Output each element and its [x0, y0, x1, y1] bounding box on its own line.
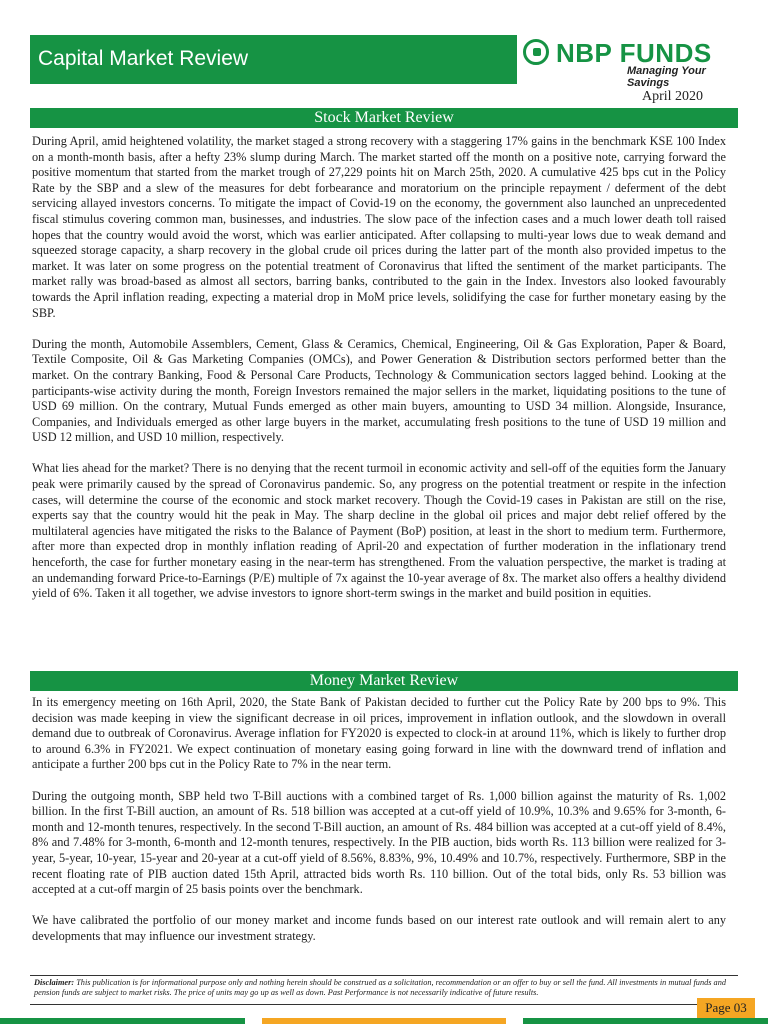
stock-paragraph: During the month, Automobile Assemblers, Cement, Glass & Ceramics, Chemical, Engineering, Oil & Gas Exploration, Paper & Board, Textile Composite, Oil & Gas Marketing Companies (OMCs), and Power Generation & Distribution sectors performed better than the market. On the contrary Banking, Food & Personal Care Products, Technology & Communication sectors lagged behind. Looking at the participants-wise activity during the month, Foreign Investors remained the major sellers in the market, liquidating positions to the tune of USD 69 million. On the contrary, Mutual Funds emerged as other main buyers, amounting to USD 34 million. Alongside, Insurance, Companies, and Individuals emerged as other large buyers in the market, accumulating fresh positions to the tune of USD 19 million and USD 12 million, and USD 10 million, respectively.: [32, 336, 726, 445]
nbp-funds-logo: [523, 38, 743, 89]
disclaimer: [34, 978, 734, 998]
disclaimer-bottom-rule: [30, 1004, 738, 1005]
stock-market-heading: Stock Market Review: [30, 108, 738, 128]
money-paragraph: During the outgoing month, SBP held two T-Bill auctions with a combined target of Rs. 1,000 billion against the maturity of Rs. 1,002 billion. In the first T-Bill auction, an amount of Rs. 518 billion was accepted at a cut-off yield of 10.9%, 10.3% and 9.65% for 3-month, 6-month and 12-month tenures, respectively. In the second T-Bill auction, an amount of Rs. 484 billion was accepted at a cut-off yield of 8.4%, 8% and 7.48% for 3-month, 6-month and 12-month tenures, respectively. In the PIB auction, bids worth Rs. 113 billion were realized for 3-year, 5-year, 10-year, 15-year and 20-year at a cut-off yield of 8.56%, 8.83%, 9%, 10.49% and 10.7%, respectively. Furthermore, SBP in the recent floating rate of PIB auction dated 15th April, attracted bids worth Rs. 110 billion. Out of the total bids, only Rs. 53 billion was accepted at a cut-off margin of 25 basis points over the benchmark.: [32, 788, 726, 897]
money-paragraph: We have calibrated the portfolio of our money market and income funds based on our interest rate outlook and will remain alert to any developments that may influence our investment strategy.: [32, 913, 726, 943]
money-market-body: [32, 695, 726, 945]
money-market-heading: Money Market Review: [30, 671, 738, 691]
logo-tagline: Managing Your Savings: [627, 65, 706, 89]
stock-market-body: [32, 134, 726, 602]
money-paragraph: In its emergency meeting on 16th April, 2020, the State Bank of Pakistan decided to further cut the Policy Rate by 200 bps to 9%. This decision was made keeping in view the significant decrease in oil prices, improvement in inflation outlook, and the slowdown in overall demand due to outbreak of Coronavirus. Average inflation for FY2020 is expected to clock-in at around 11%, which is likely to further drop to around 6.3% in FY2021. We expect continuation of monetary easing going forward in line with the downward trend of inflation and anticipate a further 200 bps cut in the Policy Rate to 7% in the near term.: [32, 695, 726, 772]
logo-name: NBP FUNDS: [556, 38, 712, 68]
nbp-emblem-icon: [523, 39, 549, 65]
stock-paragraph: What lies ahead for the market? There is no denying that the recent turmoil in economic activity and sell-off of the equities form the January peak were primarily caused by the spread of Coronavirus pandemic. So, any progress on the potential treatment or respite in the infection cases, will determine the course of the economic and stock market recovery. Though the Covid-19 cases in Pakistan are still on the rise, experts say that the country would hit the peak in May. The sharp decline in the global oil prices and major debt relief offered by the multilateral agencies have mitigated the risks to the Balance of Payment (BoP) position, at least in the short to medium term. Furthermore, after more than expected drop in monthly inflation reading of April-20 and expectation of further moderation in the inflationary trend henceforth, the case for further monetary easing in the near-term has strengthened. From the valuation perspective, the market is trading at an undemanding forward Price-to-Earnings (P/E) multiple of 7x against the 10-year average of 8x. The market also offers a healthy dividend yield of 6%. Taken it all together, we advise investors to ignore short-term swings in the market and build position in equities.: [32, 461, 726, 601]
stock-paragraph: During April, amid heightened volatility, the market staged a strong recovery with a staggering 17% gains in the benchmark KSE 100 Index on a month-month basis, after a hefty 23% slump during March. The market started off the month on a positive note, carrying forward the positive momentum that started from the market trough of 27,229 points hit on March 25th, 2020. A cumulative 425 bps cut in the Policy Rate by the SBP and a slew of the measures for debt forbearance and moratorium on the principle repayment / deferment of the debt servicing allayed investors concerns. To mitigate the impact of Covid-19 on the economy, the government also launched an unprecedented fiscal stimulus covering common man, businesses, and industries. The slow pace of the infection cases and a much lower death toll raised hopes that the country would avoid the worst, which was earlier anticipated. After collapsing to multi-year lows due to weak demand and squeezed storage capacity, a sharp recovery in the global crude oil prices during the latter part of the month also provided impetus to the market. It was later on some progress on the potential treatment of Coronavirus that lifted the sentiment of the market participants. The market rally was broad-based as almost all sectors, barring banks, contributed to the gain in the Index. Investors also looked favourably towards the April inflation reading, expecting a material drop in MoM price levels, solidifying the case for further monetary easing by the SBP.: [32, 134, 726, 320]
disclaimer-top-rule: [30, 975, 738, 976]
page-number: Page 03: [697, 998, 755, 1018]
page-title: Capital Market Review: [38, 47, 249, 70]
disclaimer-label: Disclaimer:: [34, 978, 75, 987]
report-date: April 2020: [642, 89, 704, 104]
footer-bar-green-left: [0, 1018, 245, 1024]
footer-bar-orange: [262, 1018, 506, 1024]
footer-bar-green-right: [523, 1018, 768, 1024]
header-title-bar: [30, 35, 517, 84]
disclaimer-text: This publication is for informational purpose only and nothing herein should be construed as a solicitation, recommendation or an offer to buy or sell the fund. All investments in mutual funds and pension funds are subject to market risks. The price of units may go up as well as down. Past Performance is not necessarily indicative of future results.: [34, 978, 727, 997]
